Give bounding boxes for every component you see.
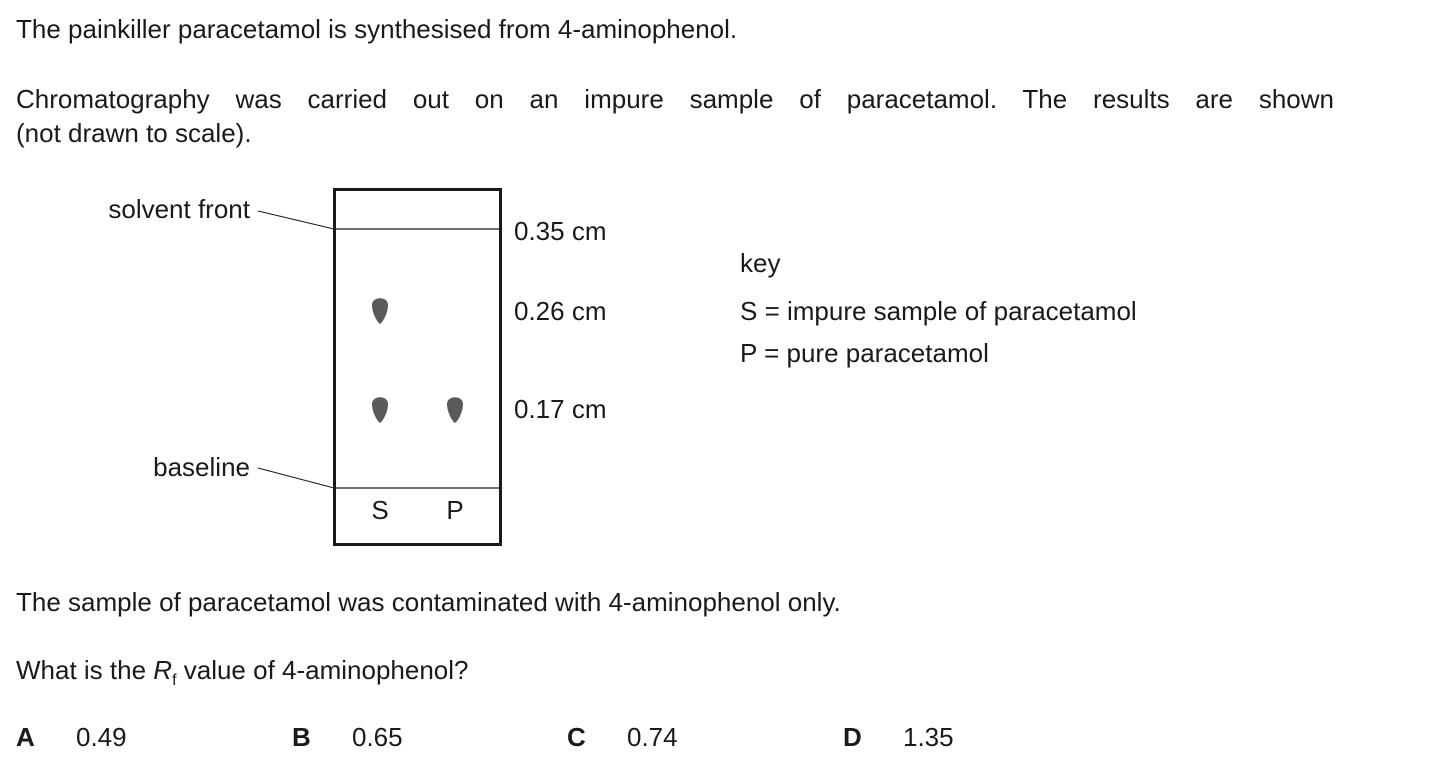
option-value: 1.35 [903,722,954,752]
option-letter: D [843,722,862,752]
distance-label-upper-spot: 0.26 cm [514,296,607,326]
solvent-front-leader [258,211,334,229]
spot-s-lower [372,397,388,423]
chromatography-paper [335,190,501,545]
option-value: 0.65 [352,722,403,752]
contamination-text: The sample of paracetamol was contaminated with 4-aminophenol only. [16,587,841,617]
question-text [16,653,469,692]
baseline-leader [258,468,334,488]
distance-label-lower-spot: 0.17 cm [514,394,607,424]
question-before: What is the [16,655,154,685]
option-letter: A [16,722,35,752]
chromatography-text-line1: Chromatography was carried out on an impure sample of paracetamol. The results are shown [16,84,1334,114]
spot-p [447,397,463,423]
option-letter: B [292,722,311,752]
rf-symbol: R [153,655,173,685]
lane-label-s: S [371,495,389,525]
lane-label-p: P [446,495,464,525]
chromatography-text-line2: (not drawn to scale). [16,118,252,148]
intro-text: The painkiller paracetamol is synthesised from 4-aminophenol. [16,14,738,44]
question-after: value of 4-aminophenol? [176,655,469,685]
distance-label-solvent: 0.35 cm [514,216,607,246]
spot-s-upper [372,298,388,324]
rf-subscript: f [172,672,177,689]
key-title: key [740,248,781,278]
option-value: 0.49 [76,722,127,752]
solvent-front-label: solvent front [108,194,250,224]
key-entry-s: S = impure sample of paracetamol [740,296,1137,326]
key-entry-p: P = pure paracetamol [740,338,989,368]
option-value: 0.74 [627,722,678,752]
option-letter: C [567,722,586,752]
baseline-label: baseline [153,452,250,482]
